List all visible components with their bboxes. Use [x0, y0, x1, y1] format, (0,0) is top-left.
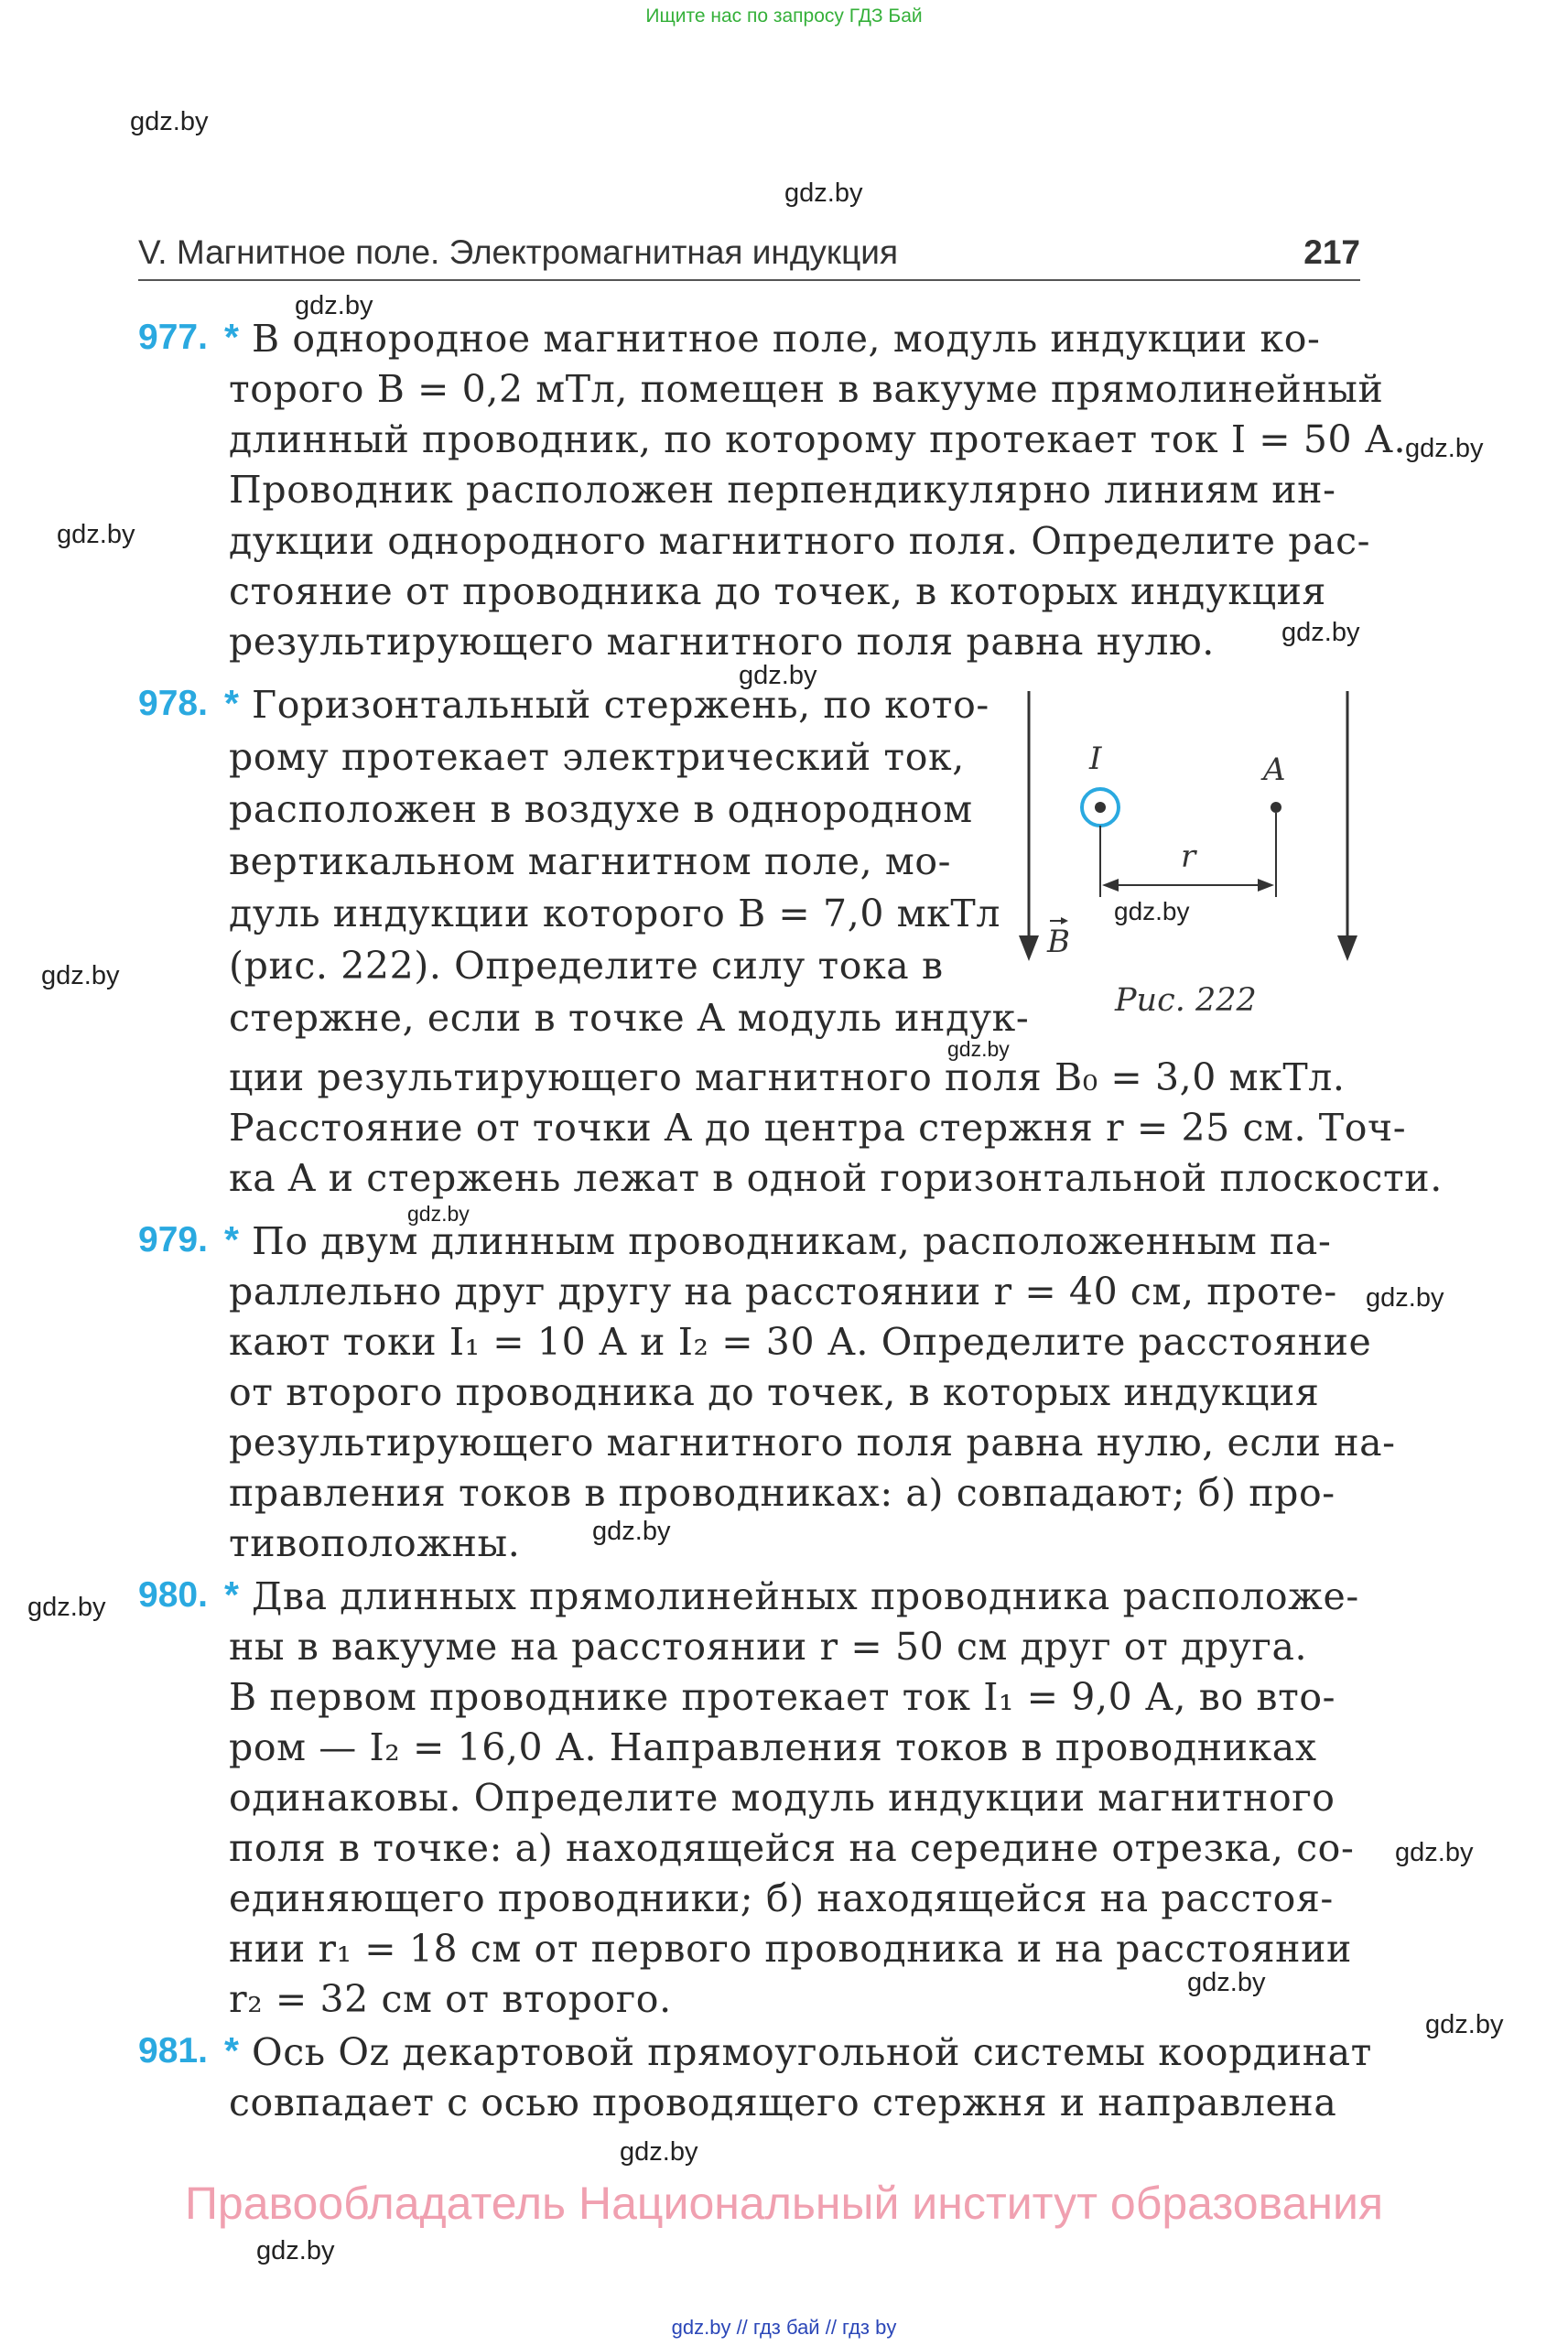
difficulty-star-icon: *	[224, 316, 239, 358]
page-number: 217	[1303, 233, 1360, 271]
problem-text-line: единяющего проводники; б) находящейся на расстоя-	[229, 1876, 1334, 1920]
problem-number: 979.	[138, 1220, 208, 1259]
problem-text-line: от второго проводника до точек, в которых индукция	[229, 1370, 1320, 1414]
problem-text-line: дуль индукции которого B = 7,0 мкТл	[229, 892, 1000, 935]
difficulty-star-icon: *	[224, 2029, 239, 2071]
top-banner[interactable]: Ищите нас по запросу ГДЗ Бай	[645, 5, 923, 27]
watermark: gdz.by	[1405, 434, 1484, 463]
problem-text-line: поля в точке: а) находящейся на середине отрезка, со-	[229, 1826, 1355, 1870]
problem-text-line: рому протекает электрический ток,	[229, 735, 965, 779]
problem-text-line: дукции однородного магнитного поля. Определите рас-	[229, 519, 1371, 563]
watermark: gdz.by	[1281, 618, 1360, 647]
problem-text-line: ка A и стержень лежат в одной горизонтальной плоскости.	[229, 1156, 1443, 1200]
arrow-down-icon	[1019, 935, 1039, 961]
problem-text-line: одинаковы. Определите модуль индукции магнитного	[229, 1776, 1336, 1820]
point-a-dot-icon	[1271, 802, 1281, 813]
problem-number: 978.	[138, 684, 208, 723]
watermark: gdz.by	[256, 2236, 335, 2265]
watermark: gdz.by	[1187, 1968, 1266, 1997]
problem-text-line: ции результирующего магнитного поля B₀ = 3,0 мкТл.	[229, 1055, 1346, 1099]
chapter-title: V. Магнитное поле. Электромагнитная индукция	[138, 233, 898, 271]
watermark: gdz.by	[1425, 2010, 1504, 2039]
watermark: gdz.by	[57, 520, 135, 549]
watermark: gdz.by	[947, 1037, 1010, 1061]
difficulty-star-icon: *	[224, 682, 239, 724]
problem-text-line: ром — I₂ = 16,0 А. Направления токов в проводниках	[229, 1725, 1317, 1769]
watermark: gdz.by	[1114, 897, 1190, 925]
problem-text-line: (рис. 222). Определите силу тока в	[229, 944, 944, 988]
problem-number: 980.	[138, 1575, 208, 1615]
watermark: gdz.by	[41, 961, 120, 990]
difficulty-star-icon: *	[224, 1218, 239, 1260]
problem-text-line: результирующего магнитного поля равна нулю, если на-	[229, 1421, 1396, 1465]
current-dot-icon	[1095, 802, 1106, 813]
problem-text-line: стояние от проводника до точек, в которых индукция	[229, 569, 1326, 613]
problem-text-line: В первом проводнике протекает ток I₁ = 9,0 А, во вто-	[229, 1675, 1336, 1719]
problem-number: 981.	[138, 2031, 208, 2070]
watermark: gdz.by	[27, 1593, 106, 1622]
problem-text-line: расположен в воздухе в однородном	[229, 787, 973, 831]
problem-number: 977.	[138, 318, 208, 357]
problem-text-line: длинный проводник, по которому протекает ток I = 50 А.	[229, 417, 1407, 461]
point-label: A	[1263, 751, 1286, 788]
problem-text-line: торого B = 0,2 мТл, помещен в вакууме прямолинейный	[229, 367, 1384, 411]
problem-text-line: тивоположны.	[229, 1521, 521, 1565]
arrow-left-icon	[1102, 879, 1119, 892]
watermark: gdz.by	[739, 661, 817, 690]
figure-222	[1007, 677, 1391, 1034]
problem-text-line: правления токов в проводниках: а) совпадают; б) про-	[229, 1471, 1336, 1515]
copyright-notice: Правообладатель Национальный институт образования	[184, 2178, 1384, 2229]
current-label: I	[1089, 741, 1102, 777]
problem-text-line: стержне, если в точке A модуль индук-	[229, 996, 1030, 1040]
problem-text-line: ны в вакууме на расстоянии r = 50 см друг от друга.	[229, 1625, 1308, 1669]
field-label: B	[1047, 924, 1070, 960]
problem-text-line: совпадает с осью проводящего стержня и направлена	[229, 2081, 1337, 2124]
watermark: gdz.by	[407, 1202, 470, 1226]
watermark: gdz.by	[130, 107, 209, 136]
watermark: gdz.by	[592, 1517, 671, 1546]
problem-text-line: В однородное магнитное поле, модуль индукции ко-	[252, 317, 1321, 361]
watermark: gdz.by	[1395, 1838, 1474, 1867]
difficulty-star-icon: *	[224, 1573, 239, 1616]
page-header	[138, 224, 1360, 281]
problem-text-line: Проводник расположен перпендикулярно линиям ин-	[229, 468, 1336, 512]
problem-text-line: Горизонтальный стержень, по кото-	[252, 683, 989, 727]
problem-text-line: раллельно друг другу на расстоянии r = 40 см, проте-	[229, 1270, 1337, 1314]
arrow-down-icon	[1337, 935, 1357, 961]
problem-text-line: вертикальном магнитном поле, мо-	[229, 839, 952, 883]
problem-text-line: r₂ = 32 см от второго.	[229, 1977, 672, 2021]
footer-links[interactable]: gdz.by // гдз бай // гдз by	[671, 2316, 897, 2339]
problem-text-line: кают токи I₁ = 10 А и I₂ = 30 А. Определите расстояние	[229, 1320, 1372, 1364]
watermark: gdz.by	[295, 291, 373, 320]
problem-text-line: По двум длинным проводникам, расположенным па-	[252, 1219, 1332, 1263]
watermark: gdz.by	[784, 178, 863, 208]
arrow-right-icon	[1258, 879, 1274, 892]
watermark: gdz.by	[620, 2137, 698, 2167]
problem-text-line: Расстояние от точки A до центра стержня r = 25 см. Точ-	[229, 1106, 1407, 1150]
distance-label: r	[1181, 838, 1196, 875]
problem-text-line: нии r₁ = 18 см от первого проводника и на расстоянии	[229, 1927, 1352, 1971]
problem-text-line: результирующего магнитного поля равна нулю.	[229, 620, 1215, 664]
figure-caption: Рис. 222	[1115, 982, 1257, 1019]
problem-text-line: Два длинных прямолинейных проводника расположе-	[252, 1574, 1359, 1618]
watermark: gdz.by	[1366, 1283, 1444, 1313]
problem-text-line: Ось Oz декартовой прямоугольной системы координат	[252, 2030, 1372, 2074]
